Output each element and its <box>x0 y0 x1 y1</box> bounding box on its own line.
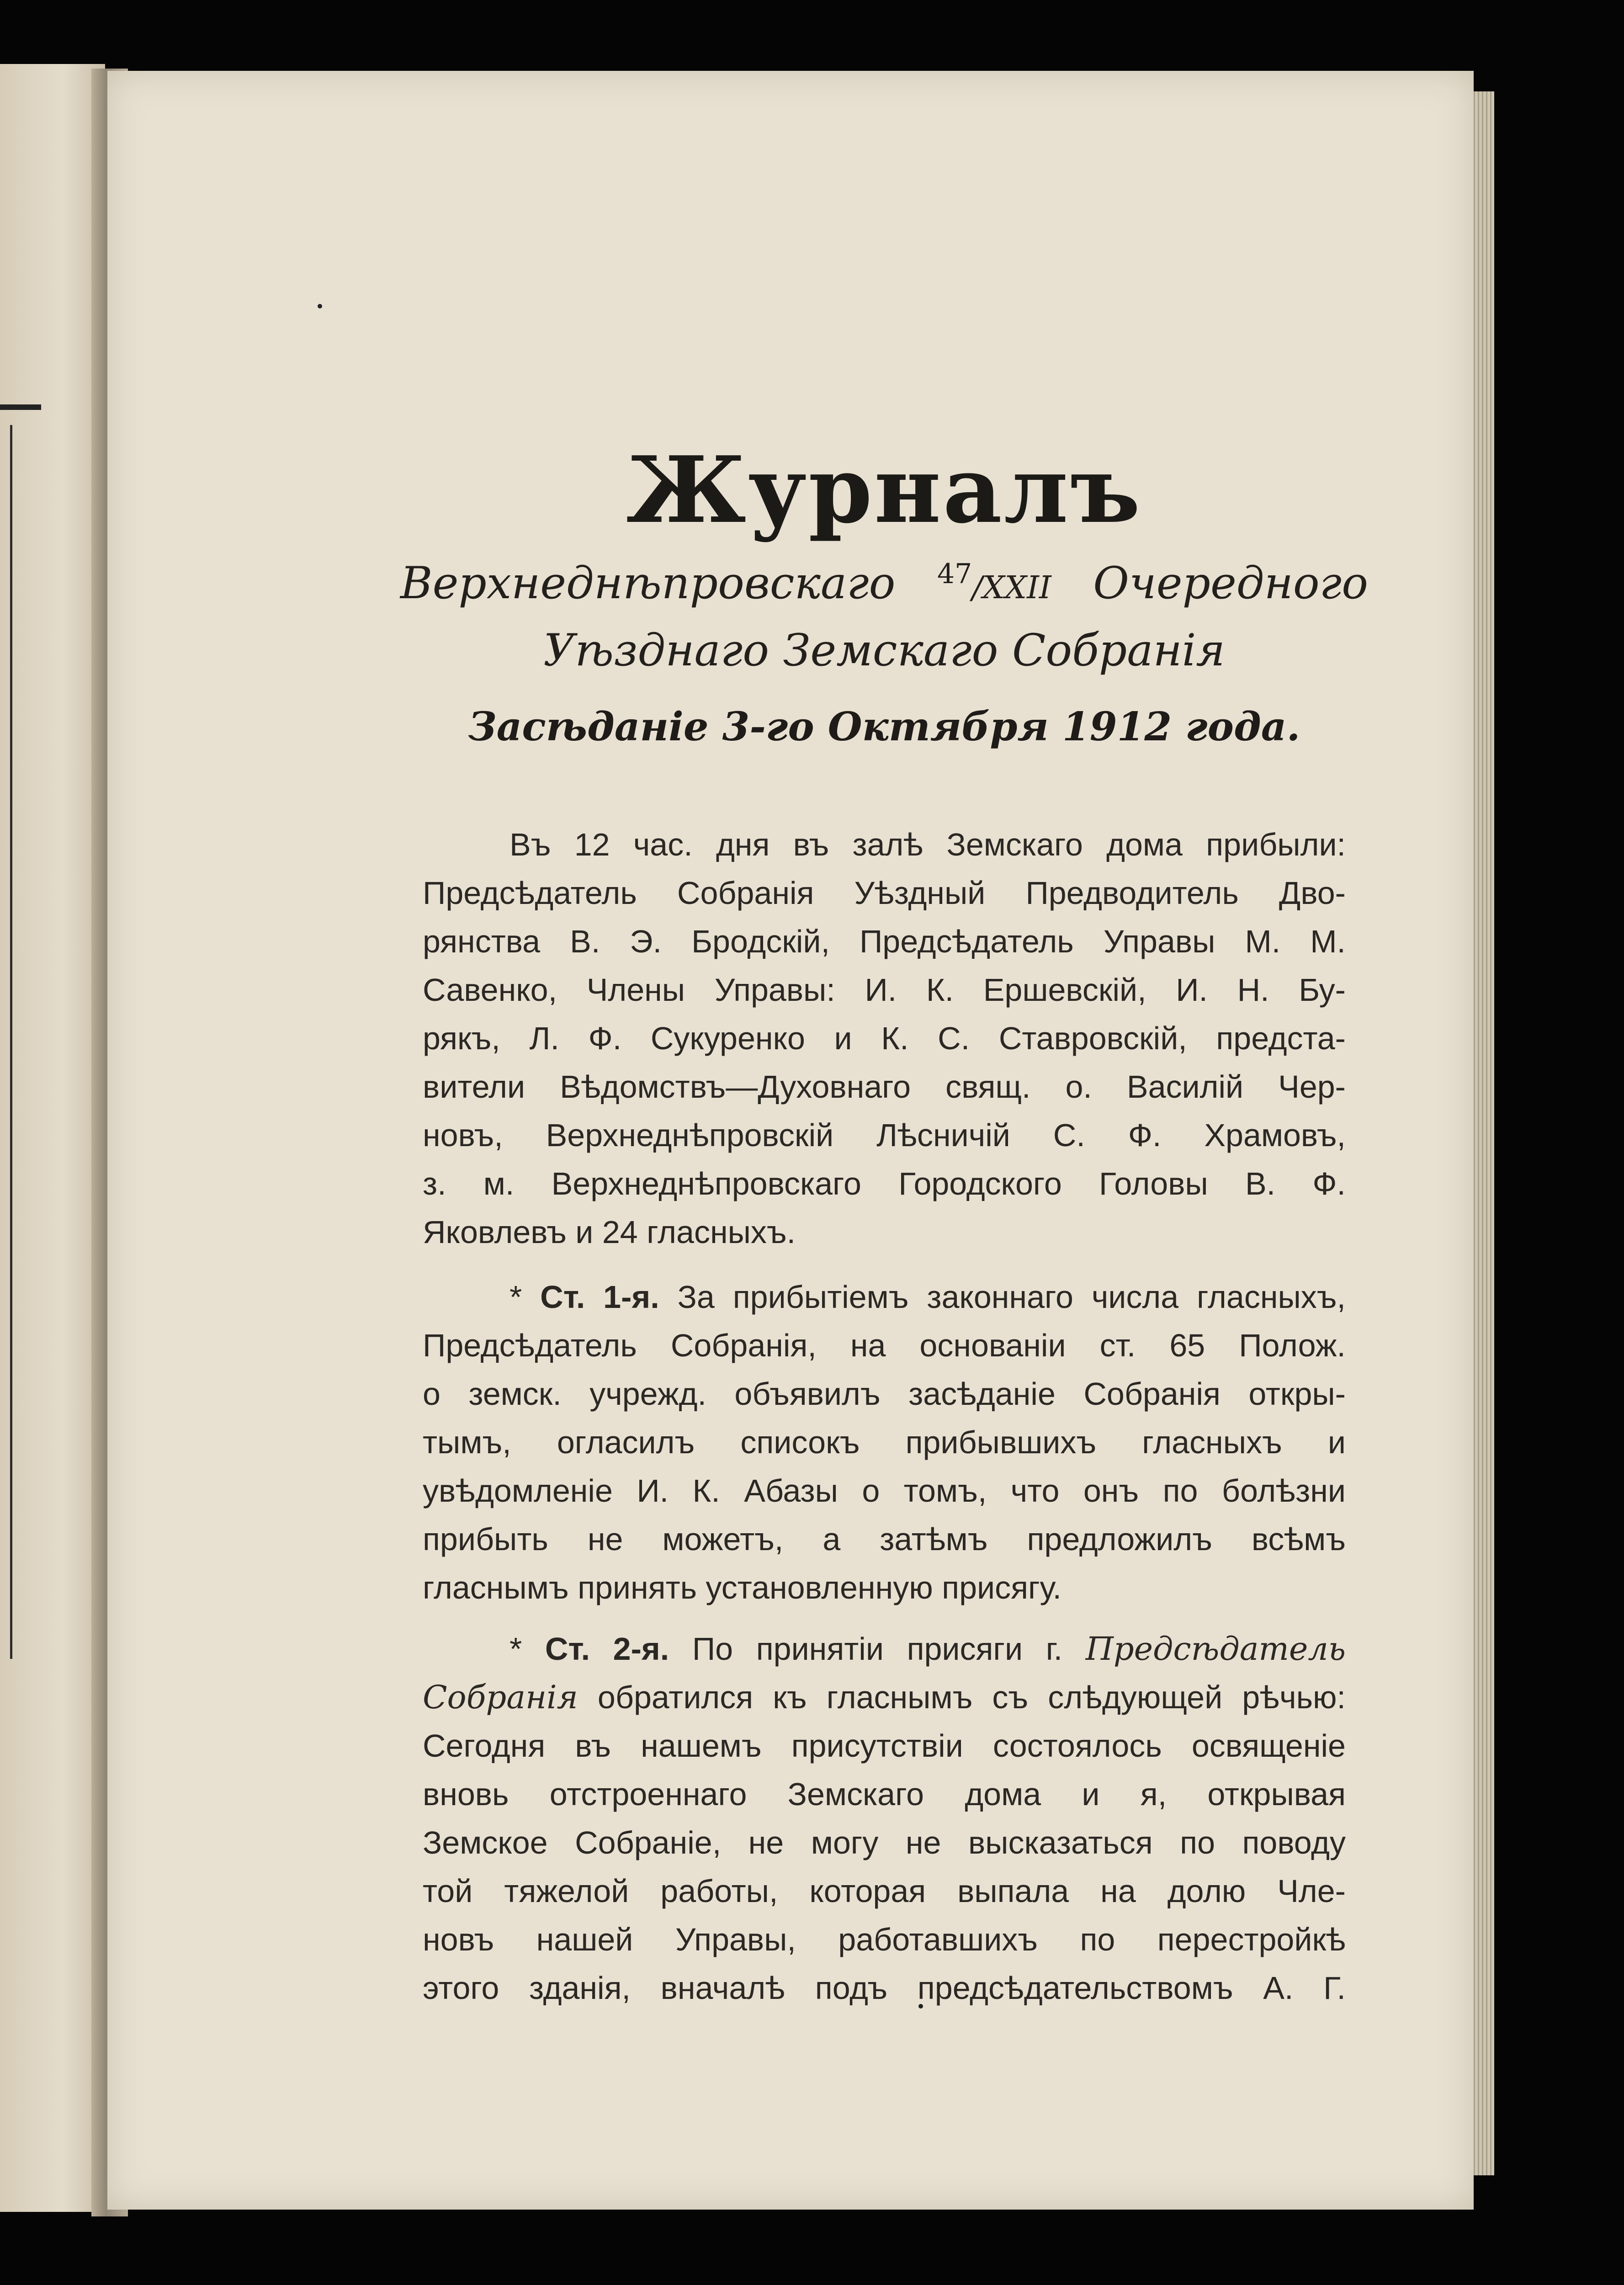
text-line: о земск. учрежд. объявилъ засѣданіе Собранія откры- <box>423 1376 1346 1412</box>
article-text: По принятіи присяги г. <box>692 1631 1063 1667</box>
text-line: Предсѣдатель Собранія Уѣздный Предводитель Дво- <box>423 875 1346 911</box>
text-line: новъ нашей Управы, работавшихъ по перестройкѣ <box>423 1922 1346 1957</box>
text-line: гласнымъ принять установленную присягу. <box>423 1570 1061 1605</box>
text-line: этого зданія, вначалѣ подъ предсѣдательствомъ А. Г. <box>423 1970 1346 2006</box>
previous-page-rule <box>0 404 41 410</box>
session-number: 47 <box>937 558 972 590</box>
article-number: Ст. 2-я. <box>545 1631 669 1667</box>
page-content <box>400 71 1368 2210</box>
previous-page-edge <box>0 64 105 2212</box>
text-line: рянства В. Э. Бродскій, Предсѣдатель Управы М. М. <box>423 924 1346 959</box>
article-text: обратился къ гласнымъ съ слѣдующей рѣчью: <box>597 1679 1346 1715</box>
asterisk-mark: * <box>509 1279 522 1315</box>
paragraph-attendance <box>423 820 1346 1256</box>
text-line: новъ, Верхнеднѣпровскій Лѣсничій С. Ф. Храмовъ, <box>423 1117 1346 1153</box>
subtitle-district: Верхнеднѣпровскаго <box>400 558 896 609</box>
previous-page-border <box>10 425 12 1659</box>
subtitle-line-2: Уѣзднаго Земскаго Собранія <box>543 625 1225 676</box>
page <box>107 71 1474 2210</box>
session-fraction: /XXII <box>972 570 1051 606</box>
paragraph-article-2 <box>423 1625 1346 2012</box>
text-line: Предсѣдатель Собранія, на основаніи ст. 65 Полож. <box>423 1328 1346 1363</box>
subtitle-ordinary: Очередного <box>1093 558 1368 609</box>
chairman-title: Предсѣдатель <box>1085 1630 1346 1668</box>
text-line: той тяжелой работы, которая выпала на долю Чле- <box>423 1873 1346 1909</box>
text-line: Въ 12 час. дня въ залѣ Земскаго дома прибыли: <box>509 827 1346 862</box>
article-text: За прибытіемъ законнаго числа гласныхъ, <box>677 1279 1346 1315</box>
assembly-word: Собранія <box>423 1679 578 1716</box>
text-line <box>423 1673 1346 1722</box>
subtitle-line-1 <box>386 558 1382 609</box>
text-line: з. м. Верхнеднѣпровскаго Городского Головы В. Ф. <box>423 1166 1346 1201</box>
text-line: Земское Собраніе, не могу не высказаться по поводу <box>423 1825 1346 1860</box>
text-line: рякъ, Л. Ф. Сукуренко и К. С. Ставровскій, предста- <box>423 1020 1346 1056</box>
text-line: Савенко, Члены Управы: И. К. Ершевскій, И. Н. Бу- <box>423 972 1346 1008</box>
journal-title: Журналъ <box>626 436 1142 544</box>
text-line: вновь отстроеннаго Земскаго дома и я, открывая <box>423 1776 1346 1812</box>
session-date: Засѣданіе 3-го Октября 1912 года. <box>468 704 1300 750</box>
text-line: Яковлевъ и 24 гласныхъ. <box>423 1214 796 1250</box>
text-line: тымъ, огласилъ списокъ прибывшихъ гласныхъ и <box>423 1424 1346 1460</box>
text-line: прибыть не можетъ, а затѣмъ предложилъ всѣмъ <box>423 1521 1346 1557</box>
text-line: Сегодня въ нашемъ присутствіи состоялось освященіе <box>423 1728 1346 1764</box>
article-number: Ст. 1-я. <box>540 1279 659 1315</box>
paragraph-article-1 <box>423 1273 1346 1612</box>
text-line <box>423 1625 1346 1673</box>
text-line: вители Вѣдомствъ—Духовнаго свящ. о. Василій Чер- <box>423 1069 1346 1105</box>
text-line <box>423 1273 1346 1321</box>
asterisk-mark: * <box>509 1631 522 1667</box>
text-line: увѣдомленіе И. К. Абазы о томъ, что онъ по болѣзни <box>423 1473 1346 1509</box>
ink-speck <box>318 304 322 308</box>
